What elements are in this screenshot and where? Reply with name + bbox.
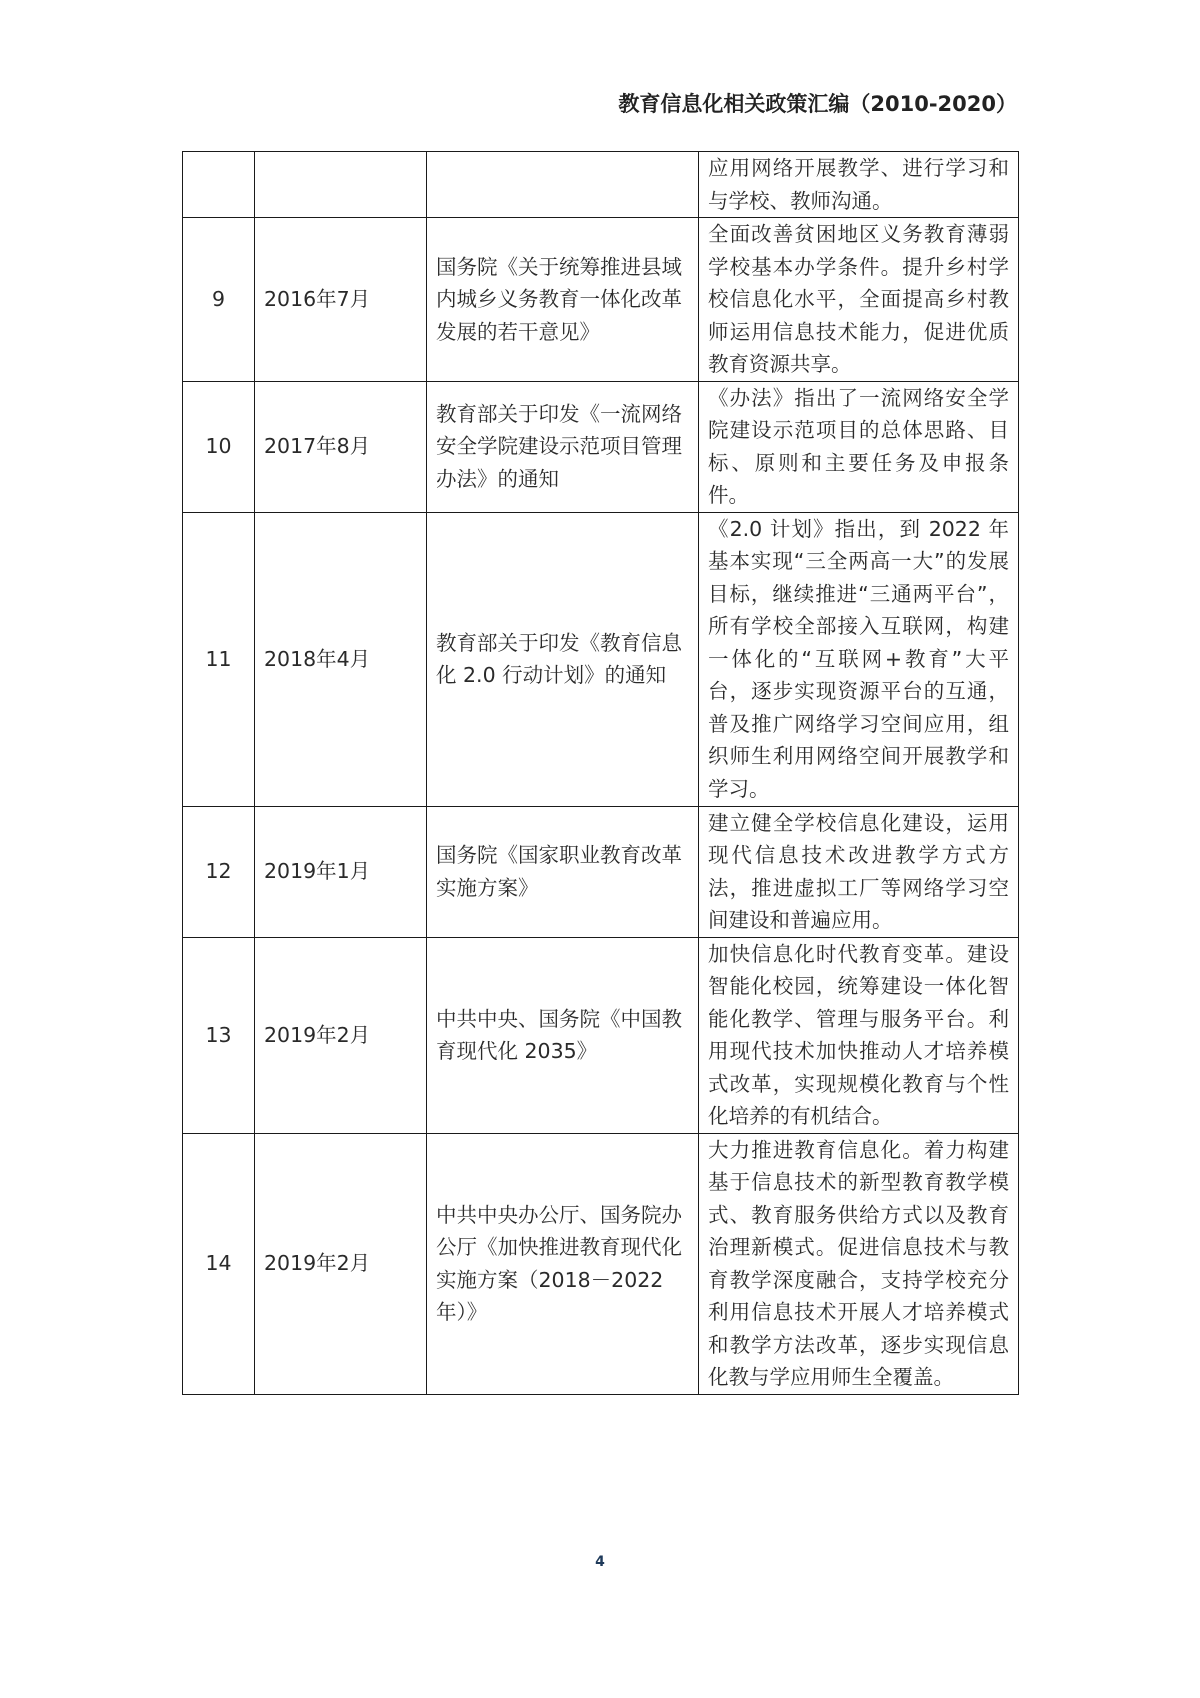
date-cell: 2017年8月 <box>255 381 427 512</box>
summary-cell: 应用网络开展教学、进行学习和与学校、教师沟通。 <box>699 152 1019 218</box>
table-row <box>183 152 1019 218</box>
date-cell: 2019年1月 <box>255 806 427 937</box>
table-row <box>183 806 1019 937</box>
row-number-cell: 9 <box>183 218 255 382</box>
table-row <box>183 937 1019 1133</box>
row-number-cell: 14 <box>183 1133 255 1394</box>
row-number-cell: 13 <box>183 937 255 1133</box>
document-cell: 中共中央办公厅、国务院办公厅《加快推进教育现代化实施方案（2018－2022年）》 <box>427 1133 699 1394</box>
date-cell: 2019年2月 <box>255 1133 427 1394</box>
table-row <box>183 512 1019 806</box>
row-number-cell <box>183 152 255 218</box>
document-cell: 中共中央、国务院《中国教育现代化 2035》 <box>427 937 699 1133</box>
summary-cell: 《2.0 计划》指出，到 2022 年基本实现“三全两高一大”的发展目标，继续推进“三通两平台”，所有学校全部接入互联网，构建一体化的“互联网+教育”大平台，逐步实现资源平台的互通，普及推广网络学习空间应用，组织师生利用网络空间开展教学和学习。 <box>699 512 1019 806</box>
row-number-cell: 10 <box>183 381 255 512</box>
document-cell: 国务院《关于统筹推进县域内城乡义务教育一体化改革发展的若干意见》 <box>427 218 699 382</box>
document-cell: 国务院《国家职业教育改革实施方案》 <box>427 806 699 937</box>
summary-cell: 大力推进教育信息化。着力构建基于信息技术的新型教育教学模式、教育服务供给方式以及教育治理新模式。促进信息技术与教育教学深度融合，支持学校充分利用信息技术开展人才培养模式和教学方法改革，逐步实现信息化教与学应用师生全覆盖。 <box>699 1133 1019 1394</box>
date-cell: 2016年7月 <box>255 218 427 382</box>
row-number-cell: 12 <box>183 806 255 937</box>
running-header-title: 教育信息化相关政策汇编（2010-2020） <box>618 92 1017 116</box>
table-row <box>183 381 1019 512</box>
policy-table <box>182 151 1019 1395</box>
date-cell: 2019年2月 <box>255 937 427 1133</box>
summary-cell: 加快信息化时代教育变革。建设智能化校园，统筹建设一体化智能化教学、管理与服务平台。利用现代技术加快推动人才培养模式改革，实现规模化教育与个性化培养的有机结合。 <box>699 937 1019 1133</box>
date-cell <box>255 152 427 218</box>
document-cell: 教育部关于印发《一流网络安全学院建设示范项目管理办法》的通知 <box>427 381 699 512</box>
document-cell: 教育部关于印发《教育信息化 2.0 行动计划》的通知 <box>427 512 699 806</box>
summary-cell: 全面改善贫困地区义务教育薄弱学校基本办学条件。提升乡村学校信息化水平，全面提高乡村教师运用信息技术能力，促进优质教育资源共享。 <box>699 218 1019 382</box>
row-number-cell: 11 <box>183 512 255 806</box>
summary-cell: 《办法》指出了一流网络安全学院建设示范项目的总体思路、目标、原则和主要任务及申报条件。 <box>699 381 1019 512</box>
summary-cell: 建立健全学校信息化建设，运用现代信息技术改进教学方式方法，推进虚拟工厂等网络学习空间建设和普遍应用。 <box>699 806 1019 937</box>
table-row <box>183 1133 1019 1394</box>
page-number: 4 <box>595 1554 605 1570</box>
date-cell: 2018年4月 <box>255 512 427 806</box>
document-cell <box>427 152 699 218</box>
table-row <box>183 218 1019 382</box>
